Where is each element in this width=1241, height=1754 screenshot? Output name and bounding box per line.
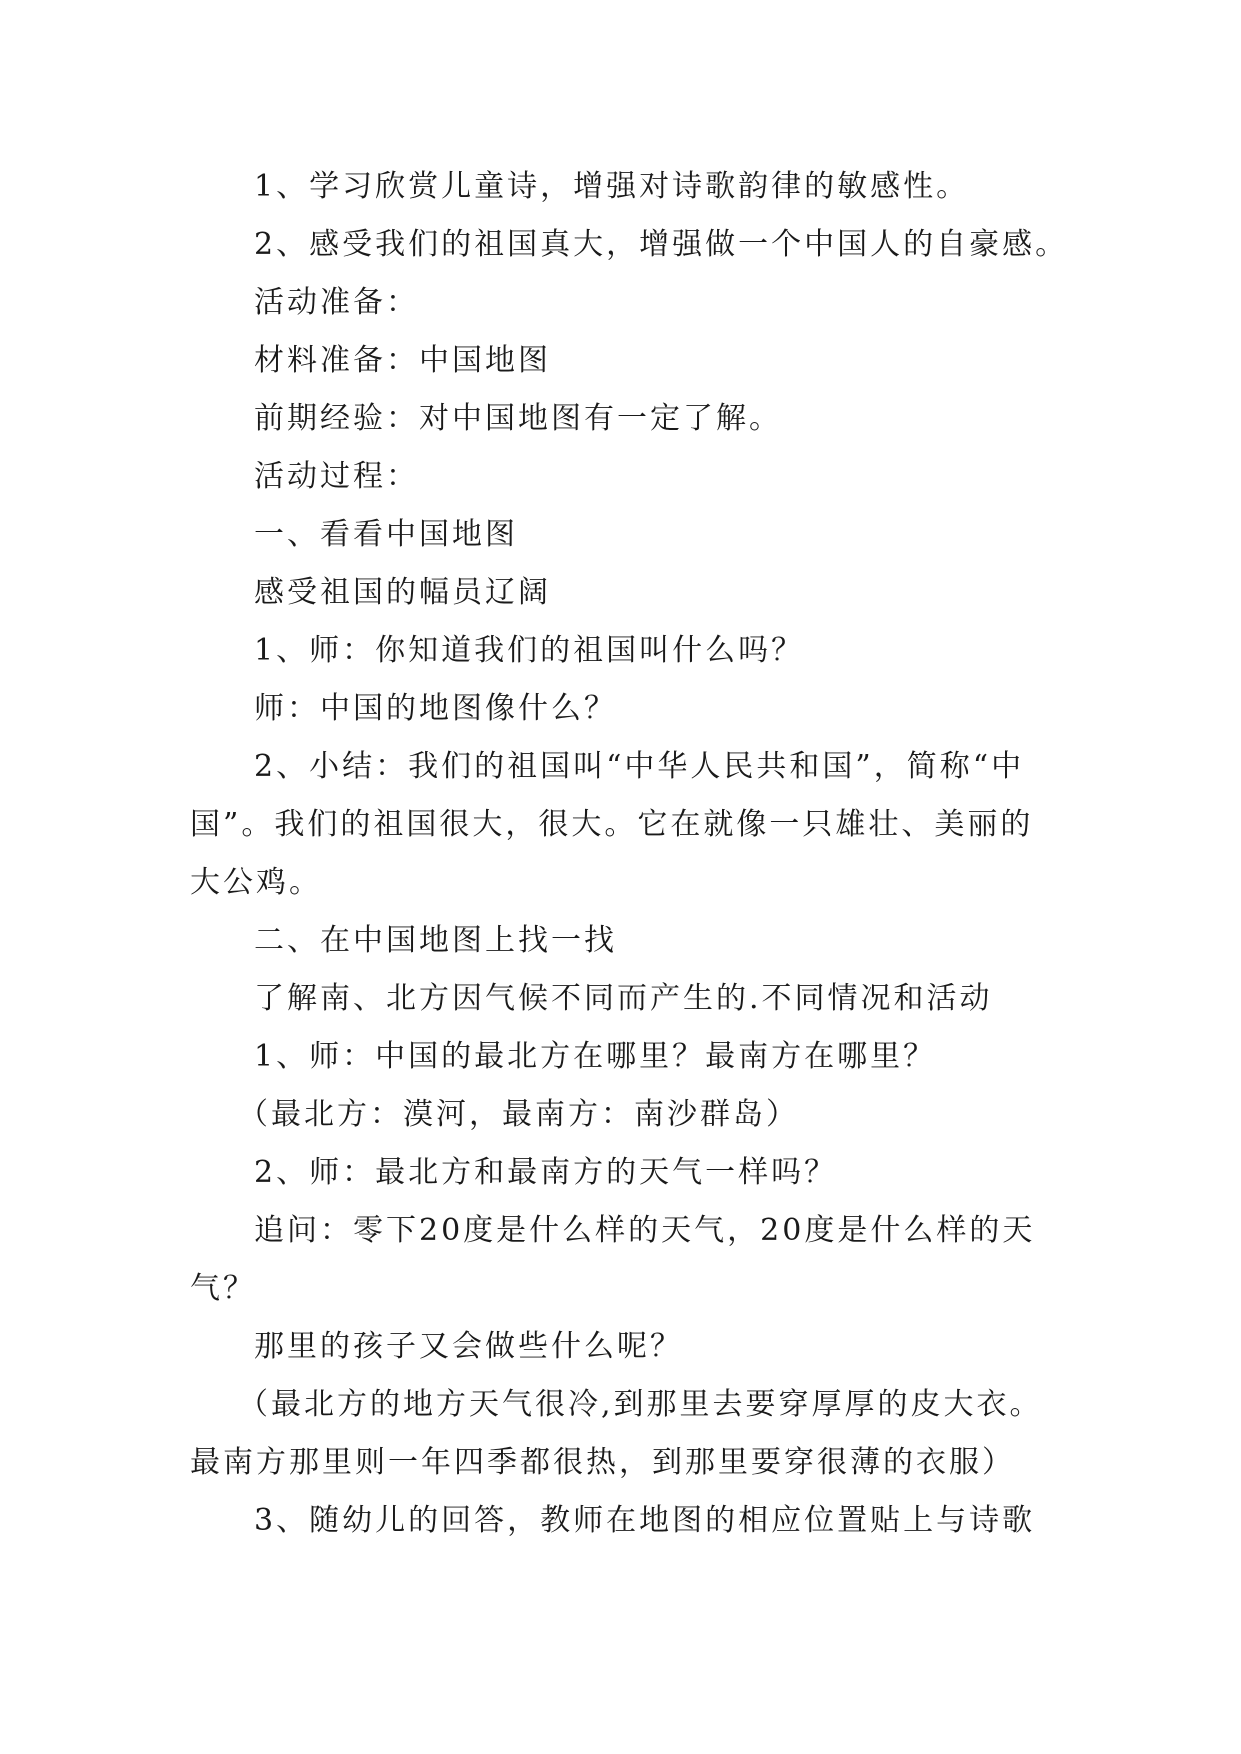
section-heading: 活动过程： [254,459,419,494]
text-line: 那里的孩子又会做些什么呢？ [254,1329,683,1364]
text-line: 前期经验：对中国地图有一定了解。 [254,401,782,436]
section-heading: 活动准备： [254,285,419,320]
text-line: 2、感受我们的祖国真大，增强做一个中国人的自豪感。 [254,227,1069,262]
text-line: 1、师：中国的最北方在哪里？最南方在哪里？ [254,1039,937,1074]
text-line: （最北方的地方天气很冷,到那里去要穿厚厚的皮大衣。 [238,1387,1043,1422]
text-line: 最南方那里则一年四季都很热，到那里要穿很薄的衣服） [190,1445,1015,1480]
text-line: 材料准备：中国地图 [254,343,551,378]
text-line: 了解南、北方因气候不同而产生的.不同情况和活动 [254,981,993,1016]
text-line: 大公鸡。 [190,865,322,900]
section-heading: 二、在中国地图上找一找 [254,923,617,958]
text-line: 3、随幼儿的回答，教师在地图的相应位置贴上与诗歌 [254,1503,1036,1538]
text-line: 感受祖国的幅员辽阔 [254,575,551,610]
text-line: 2、师：最北方和最南方的天气一样吗？ [254,1155,838,1190]
text-line: 追问：零下20度是什么样的天气，20度是什么样的天 [254,1213,1036,1248]
text-line: （最北方：漠河，最南方：南沙群岛） [238,1097,799,1132]
text-line: 2、小结：我们的祖国叫“中华人民共和国”，简称“中 [254,749,1025,784]
text-line: 气？ [190,1271,256,1306]
text-line: 1、师：你知道我们的祖国叫什么吗？ [254,633,805,668]
text-line: 师：中国的地图像什么？ [254,691,617,726]
text-line: 国”。我们的祖国很大，很大。它在就像一只雄壮、美丽的 [190,807,1034,842]
section-heading: 一、看看中国地图 [254,517,518,552]
document-body [190,158,1070,1550]
text-line: 1、学习欣赏儿童诗，增强对诗歌韵律的敏感性。 [254,169,970,204]
